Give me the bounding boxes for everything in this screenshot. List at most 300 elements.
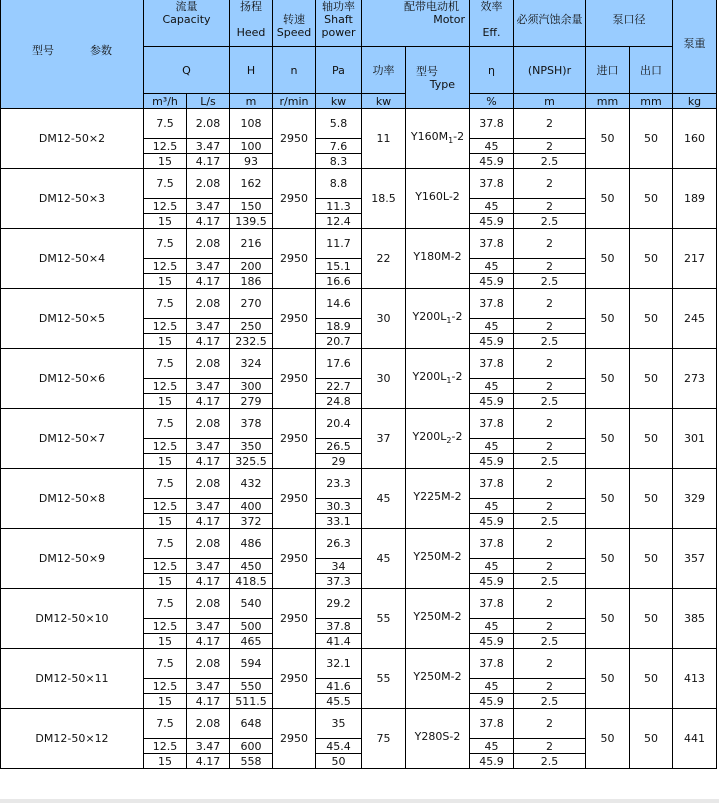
npsh-cell: 2.5	[514, 154, 586, 169]
shaft-power-en-2: power	[321, 26, 356, 39]
head-cell: 511.5	[230, 694, 273, 709]
npsh-cell: 2	[514, 409, 586, 439]
motor-power-cell: 55	[362, 649, 406, 709]
npsh-cell: 2	[514, 199, 586, 214]
efficiency-cell: 45.9	[470, 394, 514, 409]
capacity-cn: 流量	[175, 0, 198, 13]
shaft-power-cell: 34	[316, 559, 362, 574]
shaft-power-cell: 20.7	[316, 334, 362, 349]
flow-m3h-cell: 12.5	[144, 499, 187, 514]
speed-header	[273, 0, 316, 47]
table-body	[1, 109, 717, 769]
motor-power-cell: 75	[362, 709, 406, 769]
unit-motor-power: kw	[362, 94, 406, 109]
head-en: Heed	[236, 26, 266, 39]
efficiency-cell: 37.8	[470, 109, 514, 139]
shaft-power-cell: 16.6	[316, 274, 362, 289]
motor-type-base: Y250M-2	[413, 609, 462, 623]
head-cell: 150	[230, 199, 273, 214]
npsh-symbol: (NPSH)r	[514, 47, 586, 94]
shaft-power-cell: 8.8	[316, 169, 362, 199]
flow-m3h-cell: 12.5	[144, 379, 187, 394]
npsh-cell: 2.5	[514, 634, 586, 649]
motor-type-base: Y200L	[412, 429, 447, 443]
flow-m3h-cell: 7.5	[144, 649, 187, 679]
efficiency-symbol: η	[470, 47, 514, 94]
model-param-header	[1, 0, 144, 109]
head-cell: 372	[230, 514, 273, 529]
motor-type-base: Y160L-2	[415, 189, 460, 203]
weight-cell: 329	[673, 469, 717, 529]
efficiency-cell: 45.9	[470, 634, 514, 649]
efficiency-cell: 45.9	[470, 454, 514, 469]
unit-npsh: m	[514, 94, 586, 109]
outlet-cell: 50	[630, 229, 673, 289]
flow-ls-cell: 4.17	[187, 754, 230, 769]
table-row	[1, 589, 717, 619]
efficiency-cn: 效率	[480, 0, 503, 13]
flow-m3h-cell: 12.5	[144, 199, 187, 214]
flow-m3h-cell: 7.5	[144, 709, 187, 739]
shaft-power-cell: 41.6	[316, 679, 362, 694]
weight-cell: 273	[673, 349, 717, 409]
shaft-power-cell: 41.4	[316, 634, 362, 649]
speed-cell: 2950	[273, 529, 316, 589]
npsh-cell: 2.5	[514, 574, 586, 589]
motor-type-suffix: -2	[453, 129, 465, 143]
shaft-power-cell: 26.5	[316, 439, 362, 454]
head-cell: 418.5	[230, 574, 273, 589]
flow-ls-cell: 3.47	[187, 619, 230, 634]
efficiency-cell: 45.9	[470, 214, 514, 229]
unit-shaft-power: kw	[316, 94, 362, 109]
model-cell: DM12-50×12	[1, 709, 144, 769]
efficiency-header	[470, 0, 514, 47]
speed-symbol: n	[273, 47, 316, 94]
shaft-power-cell: 11.3	[316, 199, 362, 214]
unit-weight: kg	[673, 94, 717, 109]
table-row	[1, 649, 717, 679]
efficiency-cell: 45	[470, 619, 514, 634]
head-cell: 648	[230, 709, 273, 739]
shaft-power-cell: 23.3	[316, 469, 362, 499]
weight-cell: 441	[673, 709, 717, 769]
npsh-cell: 2.5	[514, 514, 586, 529]
flow-ls-cell: 3.47	[187, 499, 230, 514]
npsh-cell: 2.5	[514, 394, 586, 409]
flow-ls-cell: 2.08	[187, 649, 230, 679]
inlet-cell: 50	[586, 109, 630, 169]
efficiency-cell: 45	[470, 379, 514, 394]
flow-m3h-cell: 15	[144, 694, 187, 709]
shaft-power-cell: 18.9	[316, 319, 362, 334]
diameter-header	[586, 0, 673, 47]
flow-m3h-cell: 15	[144, 574, 187, 589]
weight-cell: 245	[673, 289, 717, 349]
flow-m3h-cell: 7.5	[144, 169, 187, 199]
efficiency-cell: 37.8	[470, 289, 514, 319]
speed-cell: 2950	[273, 709, 316, 769]
motor-type-cell	[406, 169, 470, 229]
outlet-cell: 50	[630, 529, 673, 589]
motor-power-cell: 30	[362, 349, 406, 409]
shaft-power-cell: 11.7	[316, 229, 362, 259]
efficiency-cell: 45	[470, 319, 514, 334]
npsh-header	[514, 0, 586, 47]
speed-cell: 2950	[273, 289, 316, 349]
motor-header	[362, 0, 470, 47]
flow-m3h-cell: 15	[144, 454, 187, 469]
table-row	[1, 289, 717, 319]
efficiency-cell: 45.9	[470, 694, 514, 709]
window-bottom-edge	[0, 799, 719, 803]
motor-type-en: Type	[429, 77, 455, 91]
flow-m3h-cell: 12.5	[144, 319, 187, 334]
npsh-cell: 2	[514, 349, 586, 379]
unit-inlet: mm	[586, 94, 630, 109]
flow-ls-cell: 3.47	[187, 739, 230, 754]
outlet-cell: 50	[630, 589, 673, 649]
table-row	[1, 409, 717, 439]
flow-m3h-cell: 12.5	[144, 739, 187, 754]
flow-m3h-cell: 7.5	[144, 469, 187, 499]
motor-type-suffix: -2	[451, 429, 463, 443]
unit-flow-m3h: m³/h	[144, 94, 187, 109]
head-cell: 465	[230, 634, 273, 649]
head-cell: 486	[230, 529, 273, 559]
capacity-symbol: Q	[144, 47, 230, 94]
inlet-cell: 50	[586, 589, 630, 649]
npsh-cell: 2	[514, 259, 586, 274]
efficiency-cell: 45	[470, 739, 514, 754]
inlet-cell: 50	[586, 229, 630, 289]
model-cell: DM12-50×2	[1, 109, 144, 169]
efficiency-cell: 45	[470, 439, 514, 454]
head-cell: 325.5	[230, 454, 273, 469]
motor-power-cell: 30	[362, 289, 406, 349]
efficiency-cell: 37.8	[470, 409, 514, 439]
efficiency-cell: 37.8	[470, 169, 514, 199]
motor-type-cell	[406, 109, 470, 169]
outlet-cell: 50	[630, 169, 673, 229]
motor-type-base: Y200L	[412, 369, 447, 383]
weight-header: 泵重	[673, 0, 717, 94]
motor-type-suffix: -2	[451, 369, 463, 383]
flow-m3h-cell: 7.5	[144, 109, 187, 139]
npsh-cell: 2	[514, 649, 586, 679]
model-cell: DM12-50×9	[1, 529, 144, 589]
speed-cell: 2950	[273, 169, 316, 229]
flow-ls-cell: 2.08	[187, 109, 230, 139]
motor-type-base: Y160M	[410, 129, 449, 143]
efficiency-cell: 45.9	[470, 574, 514, 589]
head-cell: 540	[230, 589, 273, 619]
shaft-power-cell: 24.8	[316, 394, 362, 409]
flow-ls-cell: 2.08	[187, 589, 230, 619]
npsh-cell: 2.5	[514, 334, 586, 349]
param-label: 参数	[90, 44, 112, 57]
table-row	[1, 709, 717, 739]
speed-cell: 2950	[273, 649, 316, 709]
model-cell: DM12-50×5	[1, 289, 144, 349]
unit-speed: r/min	[273, 94, 316, 109]
head-cell: 108	[230, 109, 273, 139]
npsh-cell: 2	[514, 289, 586, 319]
npsh-cell: 2	[514, 619, 586, 634]
flow-m3h-cell: 7.5	[144, 409, 187, 439]
shaft-power-cell: 15.1	[316, 259, 362, 274]
head-cell: 186	[230, 274, 273, 289]
model-cell: DM12-50×7	[1, 409, 144, 469]
shaft-power-cell: 29	[316, 454, 362, 469]
flow-m3h-cell: 15	[144, 334, 187, 349]
head-cell: 600	[230, 739, 273, 754]
inlet-cell: 50	[586, 709, 630, 769]
efficiency-cell: 45	[470, 199, 514, 214]
unit-outlet: mm	[630, 94, 673, 109]
shaft-power-cell: 30.3	[316, 499, 362, 514]
flow-ls-cell: 4.17	[187, 274, 230, 289]
efficiency-en: Eff.	[482, 26, 501, 39]
table-row	[1, 229, 717, 259]
motor-type-cell	[406, 709, 470, 769]
outlet-cell: 50	[630, 109, 673, 169]
npsh-cell: 2	[514, 469, 586, 499]
flow-ls-cell: 4.17	[187, 634, 230, 649]
inlet-cell: 50	[586, 169, 630, 229]
flow-m3h-cell: 15	[144, 154, 187, 169]
head-cell: 558	[230, 754, 273, 769]
speed-cell: 2950	[273, 469, 316, 529]
motor-type-base: Y180M-2	[413, 249, 462, 263]
head-header	[230, 0, 273, 47]
efficiency-cell: 37.8	[470, 229, 514, 259]
npsh-cell: 2	[514, 679, 586, 694]
motor-power-cell: 45	[362, 469, 406, 529]
flow-m3h-cell: 15	[144, 634, 187, 649]
npsh-cell: 2.5	[514, 694, 586, 709]
flow-ls-cell: 4.17	[187, 694, 230, 709]
flow-m3h-cell: 12.5	[144, 439, 187, 454]
shaft-power-cell: 14.6	[316, 289, 362, 319]
inlet-label: 进口	[586, 47, 630, 94]
weight-cell: 160	[673, 109, 717, 169]
flow-ls-cell: 2.08	[187, 349, 230, 379]
npsh-cell: 2.5	[514, 274, 586, 289]
flow-m3h-cell: 12.5	[144, 139, 187, 154]
capacity-en: Capacity	[162, 13, 211, 26]
motor-power-cell: 22	[362, 229, 406, 289]
motor-type-cell	[406, 589, 470, 649]
motor-type-header	[406, 47, 470, 109]
motor-power-cell: 18.5	[362, 169, 406, 229]
inlet-cell: 50	[586, 469, 630, 529]
efficiency-cell: 45	[470, 559, 514, 574]
npsh-cell: 2	[514, 379, 586, 394]
weight-cell: 413	[673, 649, 717, 709]
efficiency-cell: 37.8	[470, 649, 514, 679]
shaft-power-cell: 45.4	[316, 739, 362, 754]
npsh-cell: 2	[514, 559, 586, 574]
shaft-power-cell: 5.8	[316, 109, 362, 139]
shaft-power-cell: 26.3	[316, 529, 362, 559]
unit-flow-ls: L/s	[187, 94, 230, 109]
flow-ls-cell: 3.47	[187, 379, 230, 394]
efficiency-cell: 45.9	[470, 154, 514, 169]
flow-ls-cell: 2.08	[187, 529, 230, 559]
speed-cell: 2950	[273, 409, 316, 469]
head-cell: 550	[230, 679, 273, 694]
inlet-cell: 50	[586, 409, 630, 469]
flow-m3h-cell: 7.5	[144, 349, 187, 379]
efficiency-cell: 45	[470, 259, 514, 274]
efficiency-cell: 37.8	[470, 589, 514, 619]
model-cell: DM12-50×8	[1, 469, 144, 529]
model-cell: DM12-50×11	[1, 649, 144, 709]
shaft-power-cell: 35	[316, 709, 362, 739]
efficiency-cell: 45	[470, 679, 514, 694]
motor-type-base: Y250M-2	[413, 669, 462, 683]
motor-type-sub: 2	[446, 436, 452, 446]
npsh-cell: 2	[514, 739, 586, 754]
head-cell: 432	[230, 469, 273, 499]
flow-ls-cell: 3.47	[187, 199, 230, 214]
diameter-cn: 泵口径	[612, 13, 646, 26]
weight-cell: 189	[673, 169, 717, 229]
head-cell: 232.5	[230, 334, 273, 349]
shaft-power-cell: 29.2	[316, 589, 362, 619]
head-cell: 270	[230, 289, 273, 319]
motor-type-cell	[406, 529, 470, 589]
efficiency-cell: 37.8	[470, 469, 514, 499]
model-cell: DM12-50×3	[1, 169, 144, 229]
npsh-cn: 必须汽蚀余量	[516, 13, 583, 26]
speed-cell: 2950	[273, 109, 316, 169]
inlet-cell: 50	[586, 529, 630, 589]
efficiency-cell: 45	[470, 139, 514, 154]
flow-ls-cell: 3.47	[187, 679, 230, 694]
npsh-cell: 2	[514, 529, 586, 559]
flow-ls-cell: 3.47	[187, 559, 230, 574]
efficiency-cell: 37.8	[470, 529, 514, 559]
shaft-power-cell: 22.7	[316, 379, 362, 394]
motor-type-base: Y200L	[412, 309, 447, 323]
efficiency-cell: 45.9	[470, 274, 514, 289]
motor-en: Motor	[433, 13, 465, 26]
model-cell: DM12-50×6	[1, 349, 144, 409]
motor-type-sub: 1	[446, 316, 452, 326]
shaft-power-cell: 32.1	[316, 649, 362, 679]
flow-ls-cell: 3.47	[187, 259, 230, 274]
speed-cell: 2950	[273, 589, 316, 649]
flow-ls-cell: 2.08	[187, 169, 230, 199]
motor-power-cell: 45	[362, 529, 406, 589]
table-row	[1, 109, 717, 139]
shaft-power-cell: 7.6	[316, 139, 362, 154]
npsh-cell: 2	[514, 589, 586, 619]
motor-power-label: 功率	[362, 47, 406, 94]
flow-ls-cell: 2.08	[187, 469, 230, 499]
weight-cell: 357	[673, 529, 717, 589]
npsh-cell: 2	[514, 109, 586, 139]
motor-type-cell	[406, 469, 470, 529]
speed-cell: 2950	[273, 349, 316, 409]
head-cell: 324	[230, 349, 273, 379]
flow-ls-cell: 4.17	[187, 394, 230, 409]
flow-m3h-cell: 7.5	[144, 229, 187, 259]
npsh-cell: 2	[514, 499, 586, 514]
inlet-cell: 50	[586, 349, 630, 409]
flow-m3h-cell: 12.5	[144, 259, 187, 274]
motor-type-sub: 1	[446, 376, 452, 386]
head-cell: 93	[230, 154, 273, 169]
model-label: 型号	[32, 44, 54, 57]
flow-m3h-cell: 15	[144, 394, 187, 409]
flow-m3h-cell: 7.5	[144, 289, 187, 319]
shaft-power-cn: 轴功率	[322, 0, 355, 13]
weight-cell: 301	[673, 409, 717, 469]
speed-cn: 转速	[283, 13, 305, 26]
motor-cn: 配带电动机	[404, 0, 459, 13]
outlet-cell: 50	[630, 709, 673, 769]
motor-type-cell	[406, 349, 470, 409]
shaft-power-cell: 17.6	[316, 349, 362, 379]
speed-en: Speed	[276, 26, 312, 39]
flow-ls-cell: 2.08	[187, 709, 230, 739]
flow-ls-cell: 4.17	[187, 454, 230, 469]
flow-m3h-cell: 15	[144, 214, 187, 229]
flow-m3h-cell: 15	[144, 514, 187, 529]
efficiency-cell: 45.9	[470, 514, 514, 529]
flow-m3h-cell: 12.5	[144, 559, 187, 574]
motor-power-cell: 11	[362, 109, 406, 169]
head-symbol: H	[230, 47, 273, 94]
head-cn: 扬程	[240, 0, 262, 13]
efficiency-cell: 37.8	[470, 709, 514, 739]
outlet-label: 出口	[630, 47, 673, 94]
table-row	[1, 469, 717, 499]
shaft-power-cell: 37.8	[316, 619, 362, 634]
model-cell: DM12-50×4	[1, 229, 144, 289]
head-cell: 216	[230, 229, 273, 259]
flow-m3h-cell: 7.5	[144, 589, 187, 619]
table-row	[1, 169, 717, 199]
npsh-cell: 2	[514, 709, 586, 739]
head-cell: 100	[230, 139, 273, 154]
motor-type-cell	[406, 409, 470, 469]
model-cell: DM12-50×10	[1, 589, 144, 649]
head-cell: 500	[230, 619, 273, 634]
motor-type-cell	[406, 289, 470, 349]
unit-head: m	[230, 94, 273, 109]
shaft-power-header	[316, 0, 362, 47]
shaft-power-en-1: Shaft	[324, 13, 353, 26]
flow-ls-cell: 3.47	[187, 439, 230, 454]
outlet-cell: 50	[630, 409, 673, 469]
shaft-power-cell: 8.3	[316, 154, 362, 169]
motor-type-cell	[406, 649, 470, 709]
flow-ls-cell: 4.17	[187, 214, 230, 229]
motor-type-sub: 1	[448, 136, 454, 146]
flow-ls-cell: 4.17	[187, 154, 230, 169]
npsh-cell: 2	[514, 139, 586, 154]
motor-power-cell: 37	[362, 409, 406, 469]
inlet-cell: 50	[586, 649, 630, 709]
outlet-cell: 50	[630, 649, 673, 709]
motor-power-cell: 55	[362, 589, 406, 649]
shaft-power-cell: 37.3	[316, 574, 362, 589]
outlet-cell: 50	[630, 469, 673, 529]
